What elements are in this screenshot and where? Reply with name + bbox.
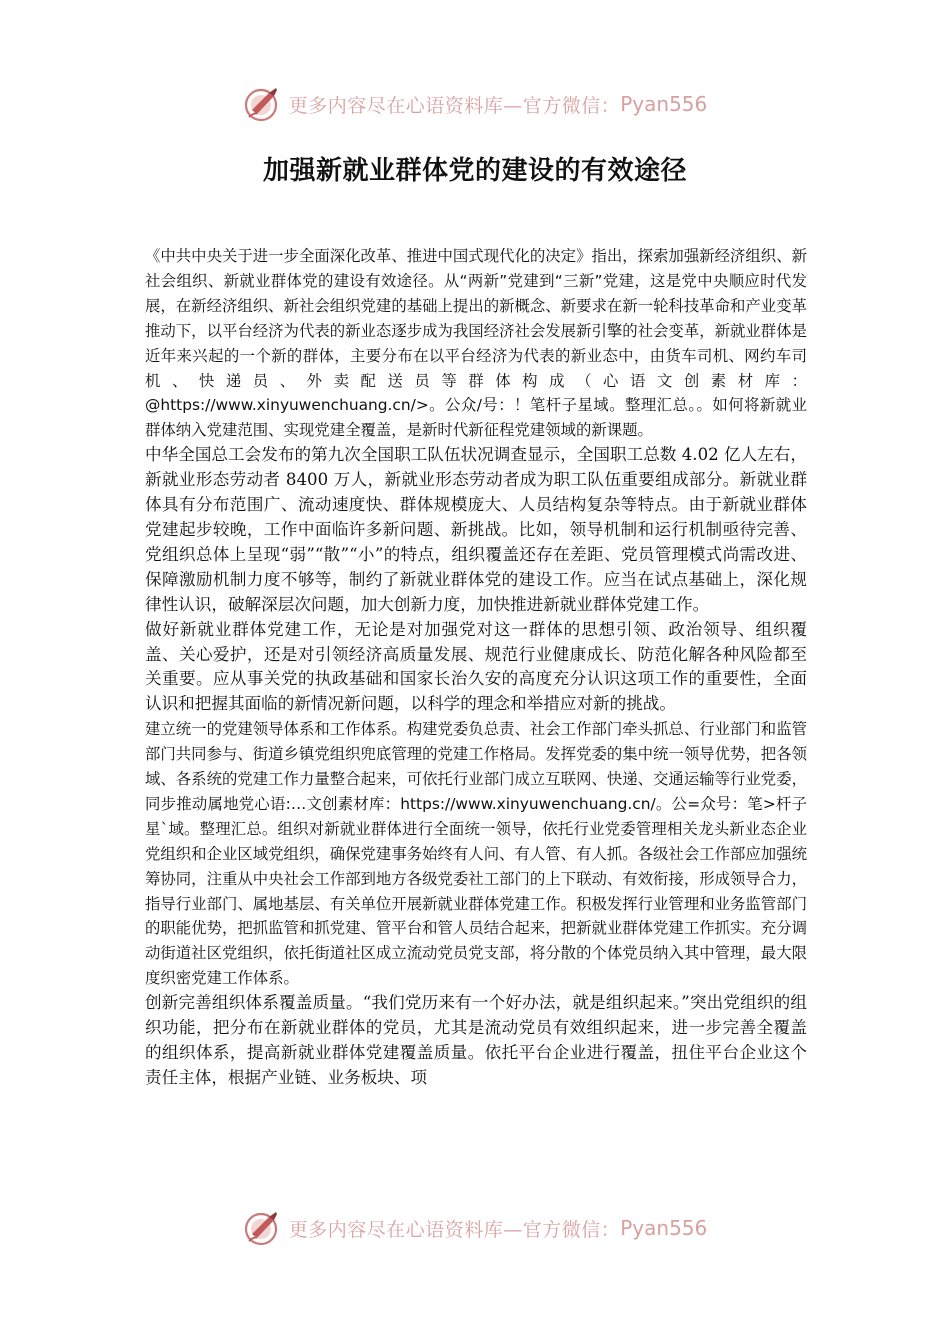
paragraph-survey: 中华全国总工会发布的第九次全国职工队伍状况调查显示，全国职工总数 4.02 亿人左右，新就业形态劳动者 8400 万人，新就业形态劳动者成为职工队伍重要组成部分。新就业群体具有分布范围广、流动速度快、群体规模庞大、人员结构复杂等特点。由于新就业群体党建起步较晚，工作中面临许多新问题、新挑战。比如，领导机制和运行机制亟待完善、党组织总体上呈现“弱”“散”“小”的特点，组织覆盖还存在差距、党员管理模式尚需改进、保障激励机制力度不够等，制约了新就业群体党的建设工作。应当在试点基础上，深化规律性认识，破解深层次问题，加大创新力度，加快推进新就业群体党建工作。 <box>145 445 807 614</box>
paragraph-leadership-system: 建立统一的党建领导体系和工作体系。构建党委负总责、社会工作部门牵头抓总、行业部门和监管部门共同参与、街道乡镇党组织兜底管理的党建工作格局。发挥党委的集中统一领导优势，把各领域、各系统的党建工作力量整合起来，可依托行业部门成立互联网、快递、交通运输等行业党委，同步推动属地党心语:…文创素材库：https://www.xinyuwenchuang.cn/。公=众号：笔>杆子星`域。整理汇总。组织对新就业群体进行全面统一领导，依托行业党委管理相关龙头新业态企业党组织和企业区域党组织，确保党建事务始终有人问、有人管、有人抓。各级社会工作部应加强统筹协同，注重从中央社会工作部到地方各级党委社工部门的上下联动、有效衔接，形成领导合力，指导行业部门、属地基层、有关单位开展新就业群体党建工作。积极发挥行业管理和业务监管部门的职能优势，把抓监管和抓党建、管平台和管人员结合起来，把新就业群体党建工作抓实。充分调动街道社区党组织，依托街道社区成立流动党员党支部，将分散的个体党员纳入其中管理，最大限度织密党建工作体系。 <box>145 720 807 988</box>
paragraph-importance: 做好新就业群体党建工作，无论是对加强党对这一群体的思想引领、政治领导、组织覆盖、关心爱护，还是对引领经济高质量发展、规范行业健康成长、防范化解各种风险都至关重要。应从事关党的执政基础和国家长治久安的高度充分认识这项工作的重要性，全面认识和把握其面临的新情况新问题，以科学的理念和举措应对新的挑战。 <box>145 619 807 714</box>
banner-text: 更多内容尽在心语资料库—官方微信： <box>288 1218 621 1241</box>
banner-text: 更多内容尽在心语资料库—官方微信： <box>288 94 621 117</box>
banner-wechat-id: Pyan556 <box>620 1216 708 1240</box>
header-watermark-banner <box>0 82 950 126</box>
brush-pen-logo-icon <box>243 1208 283 1248</box>
paragraph-organization-coverage: 创新完善组织体系覆盖质量。“我们党历来有一个好办法，就是组织起来。”突出党组织的组织功能，把分布在新就业群体的党员，尤其是流动党员有效组织起来，进一步完善全覆盖的组织体系，提高新就业群体党建覆盖质量。依托平台企业进行覆盖，扭住平台企业这个责任主体，根据产业链、业务板块、项 <box>145 993 807 1087</box>
footer-watermark-banner <box>0 1206 950 1250</box>
paragraph-intro: 《中共中央关于进一步全面深化改革、推进中国式现代化的决定》指出，探索加强新经济组织、新社会组织、新就业群体党的建设有效途径。从“两新”党建到“三新”党建，这是党中央顺应时代发展，在新经济组织、新社会组织党建的基础上提出的新概念、新要求在新一轮科技革命和产业变革推动下，以平台经济为代表的新业态逐步成为我国经济社会发展新引擎的社会变革，新就业群体是近年来兴起的一个新的群体，主要分布在以平台经济为代表的新业态中，由货车司机、网约车司机、快递员、外卖配送员等群体构成（心语文创素材库：@https://www.xinyuwenchuang.cn/>。公众/号：！笔杆子星域。整理汇总。。如何将新就业群体纳入党建范围、实现党建全覆盖，是新时代新征程党建领域的新课题。 <box>145 247 807 440</box>
page-title: 加强新就业群体党的建设的有效途径 <box>262 156 687 186</box>
banner-wechat-id: Pyan556 <box>620 92 708 116</box>
brush-pen-logo-icon <box>243 84 283 124</box>
article-body <box>145 244 807 1194</box>
